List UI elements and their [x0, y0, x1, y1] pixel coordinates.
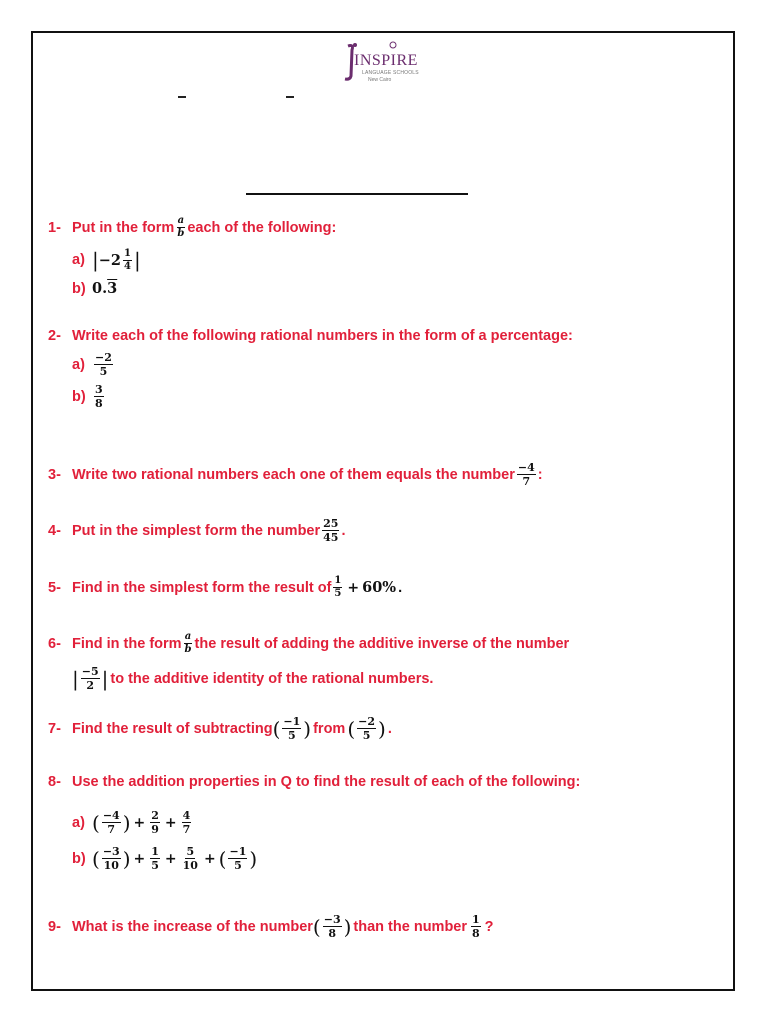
question-6-line-2: | $\frac{-5}{2}$ | to the additive identity of the rational numbers.: [72, 665, 434, 692]
question-2: [48, 328, 573, 344]
question-3: 3- Write two rational numbers each one of them equals the number $\frac{-4}{7}$ :: [48, 461, 543, 488]
question-text: Write each of the following rational numbers in the form of a percentage:: [72, 328, 573, 344]
question-text: each of the following:: [187, 219, 337, 236]
logo-brand: INSPIRE: [354, 52, 418, 69]
question-number: 2-: [48, 328, 61, 344]
title-underline: [246, 193, 468, 195]
question-number: 3-: [48, 466, 61, 483]
question-6: [48, 632, 569, 655]
question-9: 9- What is the increase of the number ( $\frac{-3}{8}$ ) than the number $\frac{1}{8}$ ?: [48, 913, 494, 940]
sub-item-1b: b) 0. 3: [72, 280, 118, 297]
sub-item-2b: b) $\frac{3}{8}$: [72, 383, 103, 410]
question-number: 8-: [48, 774, 61, 790]
fraction: $\frac{a}{b}$: [184, 631, 192, 655]
sub-item-8a: a) ( $\frac{-4}{7}$ ) + $\frac{2}{9}$ + $\frac{4}{7}$: [72, 809, 191, 836]
question-7: 7- Find the result of subtracting ( $\frac{-1}{5}$ ) from ( $\frac{-2}{5}$ ) .: [48, 715, 392, 742]
question-4: 4- Put in the simplest form the number $\frac{25}{45}$ .: [48, 517, 346, 544]
fraction: $\frac{3}{8}$: [95, 383, 103, 410]
question-1: [48, 216, 336, 239]
question-8: [48, 774, 580, 790]
fraction: $\frac{-5}{2}$: [81, 665, 99, 692]
fraction: $\frac{25}{45}$: [323, 517, 339, 544]
question-text: Write two rational numbers each one of them equals the number: [72, 466, 515, 483]
question-text: Find in the simplest form the result of: [72, 579, 332, 596]
blank-dash: [178, 96, 186, 98]
fraction: $\frac{-2}{5}$: [95, 351, 112, 378]
sub-item-8b: b) ( $\frac{-3}{10}$ ) + $\frac{1}{5}$ + $\frac{5}{10}$ + ( $\frac{-1}{5}$ ): [72, 845, 258, 872]
fraction: $\frac{1}{5}$: [334, 575, 342, 599]
question-5: 5- Find in the simplest form the result of $\frac{1}{5}$ + 60% .: [48, 575, 403, 599]
logo-star-icon: [388, 40, 398, 50]
question-text: Put in the form: [72, 219, 175, 236]
question-number: 1-: [48, 219, 61, 236]
fraction: $\frac{a}{b}$: [177, 215, 185, 239]
question-text: Put in the simplest form the number: [72, 522, 321, 539]
school-logo: [340, 40, 430, 86]
sub-item-1a: a) | −2 $\frac{1}{4}$ |: [72, 247, 141, 272]
logo-tagline: New Cairo: [368, 77, 392, 83]
question-text: Find the result of subtracting: [72, 720, 273, 737]
question-text: Find in the form: [72, 635, 182, 652]
question-number: 6-: [48, 635, 61, 652]
question-text: the result of adding the additive inverse of the number: [194, 635, 570, 652]
fraction: $\frac{1}{4}$: [124, 247, 131, 272]
question-number: 7-: [48, 720, 61, 737]
question-text: Use the addition properties in Q to find the result of each of the following:: [72, 774, 581, 790]
blank-dash: [286, 96, 294, 98]
question-number: 4-: [48, 522, 61, 539]
fraction: $\frac{-4}{7}$: [517, 461, 535, 488]
question-number: 5-: [48, 579, 61, 596]
question-text: What is the increase of the number: [72, 918, 313, 935]
logo-subtitle: LANGUAGE SCHOOLS: [362, 70, 419, 76]
question-number: 9-: [48, 918, 61, 935]
sub-item-2a: a) $\frac{-2}{5}$: [72, 351, 112, 378]
